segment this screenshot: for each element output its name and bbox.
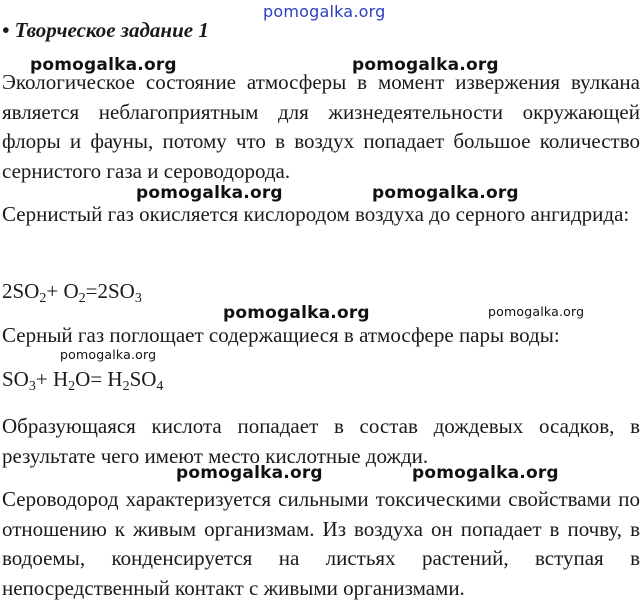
watermark-2: pomogalka.org	[352, 55, 499, 75]
watermark-9: pomogalka.org	[412, 463, 559, 483]
paragraph-5: Сероводород характеризуется сильными токсическими свойствами по отношению к живым организмам. Из воздуха он попадает в почву, в водоемы, конденсируется на листьях растений, вступая в непосредственный контакт с живыми организмами.	[2, 487, 640, 600]
paragraph-2: Сернистый газ окисляется кислородом воздуха до серного ангидрида:	[2, 202, 630, 226]
formula-2-sub-d: 4	[156, 379, 164, 394]
formula-1-sub-a: 2	[39, 291, 47, 306]
watermark-8: pomogalka.org	[176, 463, 323, 483]
formula-2-part-d: SO	[129, 367, 157, 391]
watermark-6: pomogalka.org	[488, 304, 585, 319]
paragraph-3: Серный газ поглощает содержащиеся в атмосфере пары воды:	[2, 323, 560, 347]
watermark-top: pomogalka.org	[263, 2, 386, 21]
formula-2-sub-b: 2	[68, 379, 76, 394]
formula-2-part-a: SO	[2, 367, 29, 391]
formula-1-part-c: =2SO	[85, 279, 135, 303]
formula-1-sub-b: 2	[78, 291, 86, 306]
paragraph-1: Экологическое состояние атмосферы в момент извержения вулкана является неблагоприятным для жизнедеятельности окружающей флоры и фауны, потому что в воздух попадает большое количество сернистого газа и сероводорода.	[2, 70, 640, 183]
formula-2-part-c: O= H	[75, 367, 123, 391]
formula-2	[2, 367, 163, 392]
formula-2-part-b: + H	[35, 367, 69, 391]
formula-2-sub-c: 2	[122, 379, 130, 394]
task-title: • Творческое задание 1	[2, 18, 209, 42]
formula-1-part-a: 2SO	[2, 279, 40, 303]
watermark-1: pomogalka.org	[30, 55, 177, 75]
formula-1-sub-c: 3	[134, 291, 142, 306]
formula-1	[2, 279, 142, 304]
watermark-3: pomogalka.org	[136, 183, 283, 203]
paragraph-4: Образующаяся кислота попадает в состав дождевых осадков, в результате чего имеют место кислотные дожди.	[2, 414, 640, 468]
watermark-7: pomogalka.org	[60, 347, 157, 362]
watermark-5: pomogalka.org	[223, 303, 370, 323]
watermark-4: pomogalka.org	[372, 183, 519, 203]
formula-2-sub-a: 3	[28, 379, 36, 394]
formula-1-part-b: + O	[46, 279, 79, 303]
